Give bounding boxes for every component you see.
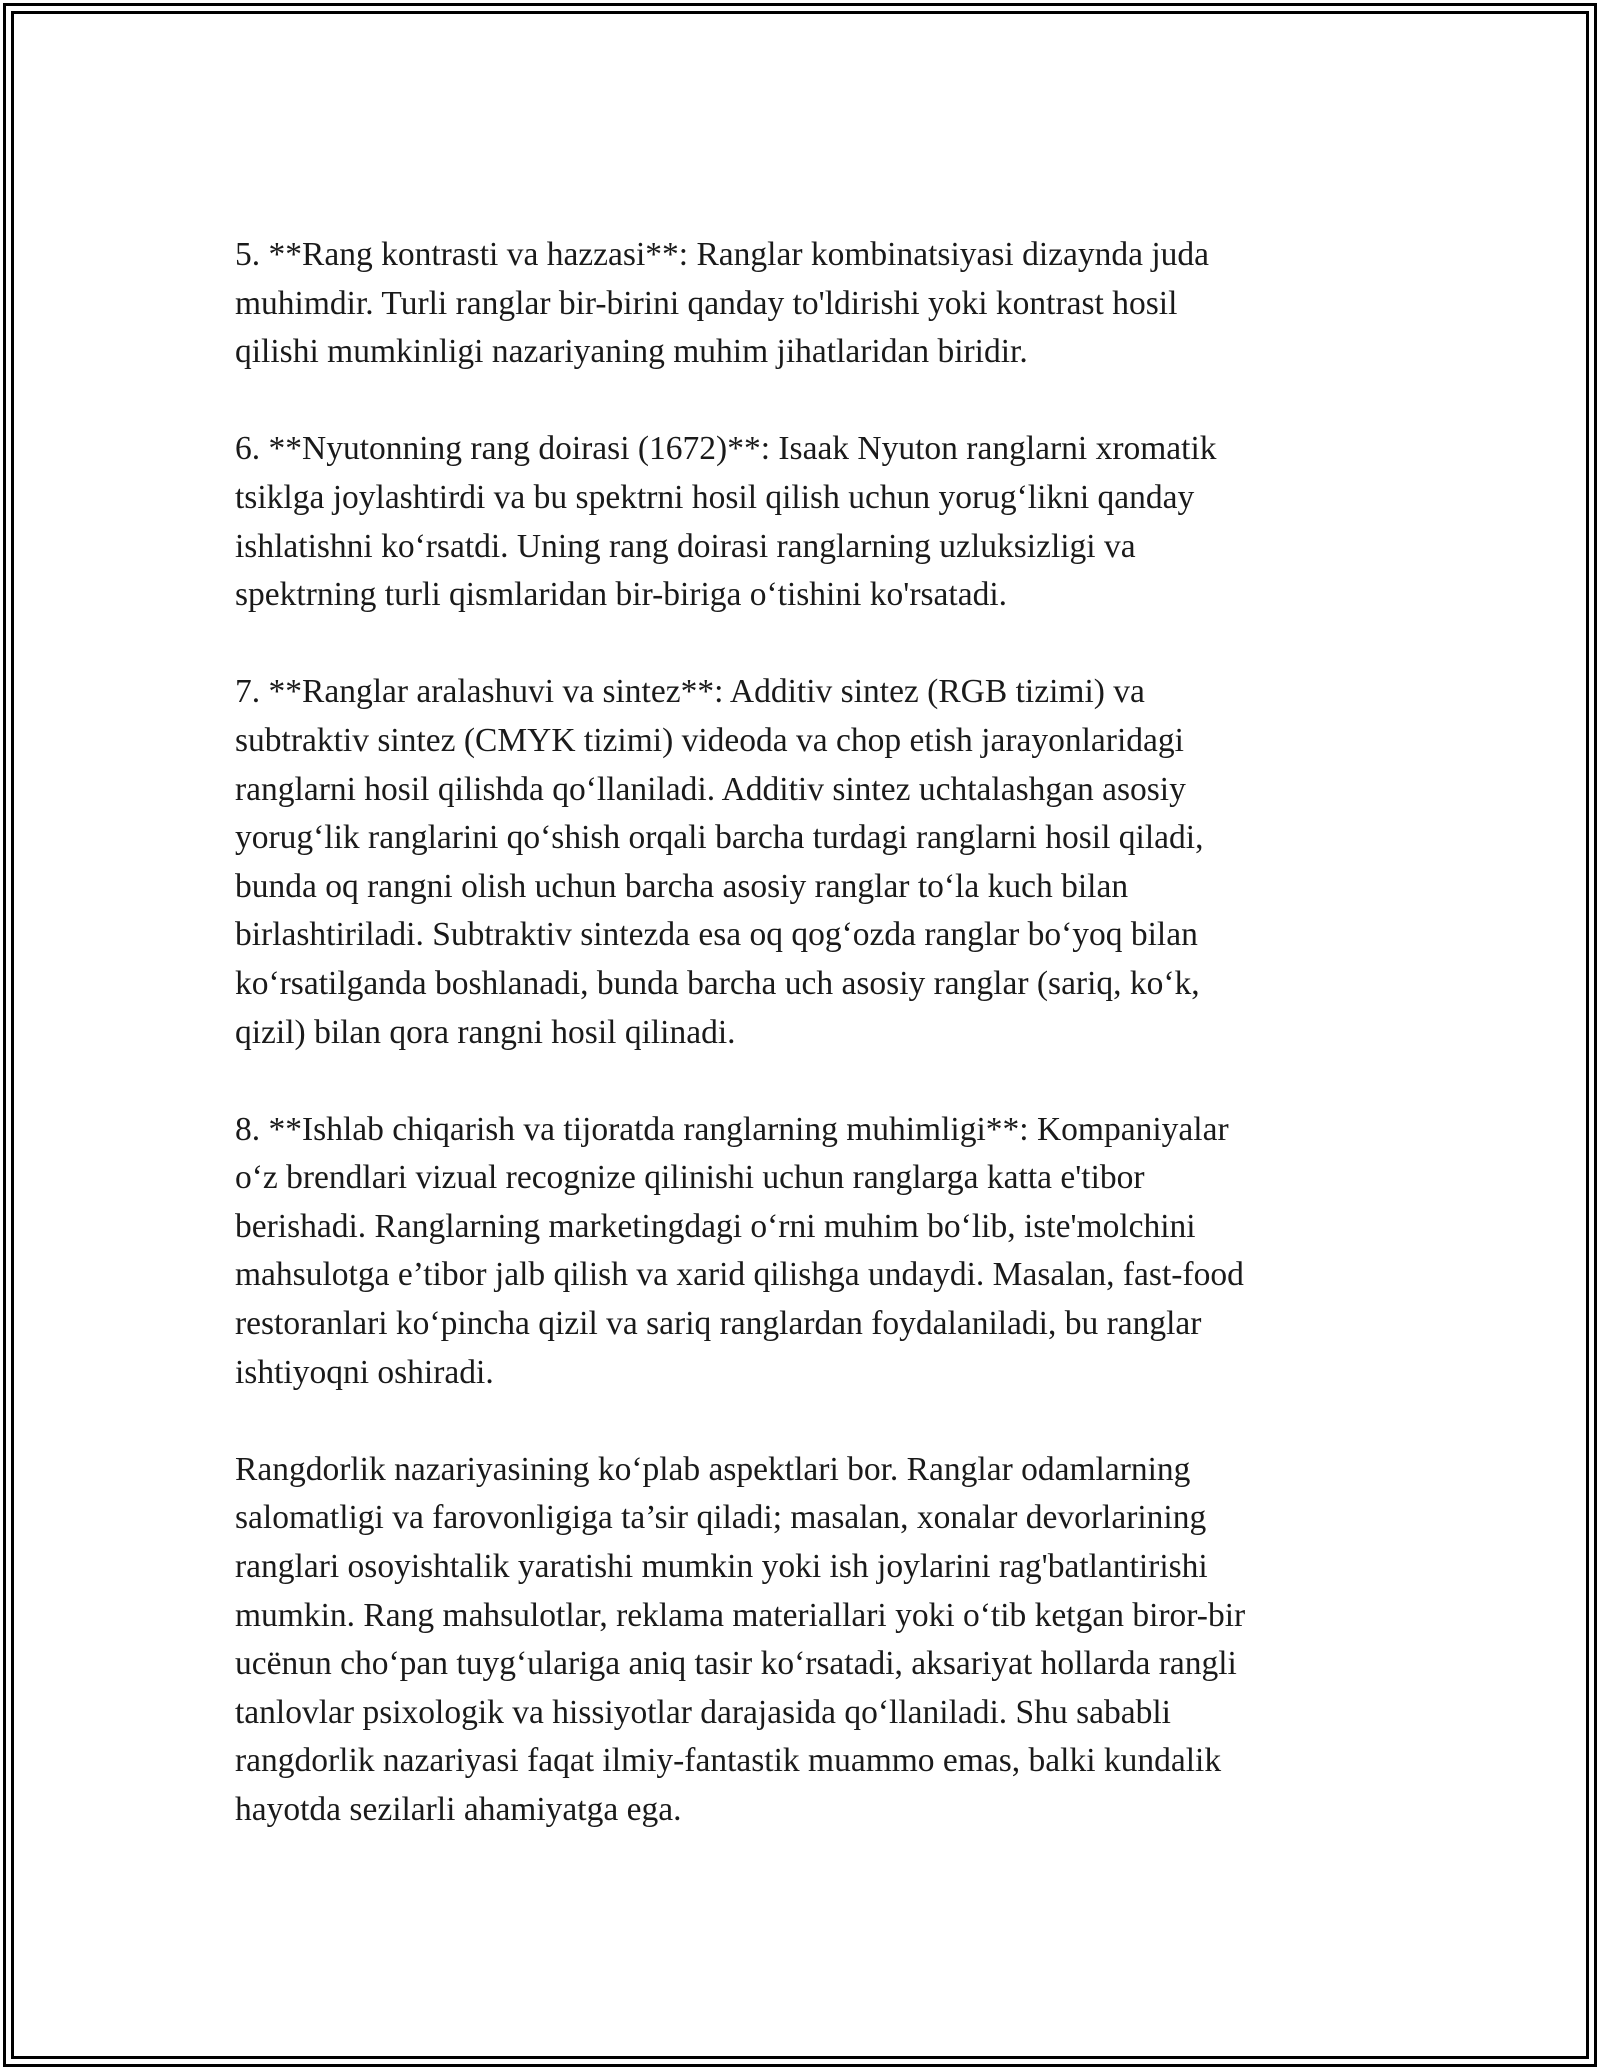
paragraph-item-8: 8. **Ishlab chiqarish va tijoratda ranglarning muhimligi**: Kompaniyalar o‘z brendlari vizual recognize qilinishi uchun ranglarga katta e'tibor berishadi. Ranglarning marketingdagi o‘rni muhim bo‘lib, iste'molchini mahsulotga e’tibor jalb qilish va xarid qilishga undaydi. Masalan, fast-food restoranlari ko‘pincha qizil va sariq ranglardan foydalaniladi, bu ranglar ishtiyoqni oshiradi. (235, 1110, 1244, 1391)
paragraph-item-6: 6. **Nyutonning rang doirasi (1672)**: Isaak Nyuton ranglarni xromatik tsiklga joylashtirdi va bu spektrni hosil qilish uchun yorug‘likni qanday ishlatishni ko‘rsatdi. Uning rang doirasi ranglarning uzluksizligi va spektrning turli qismlaridan bir-biriga o‘tishini ko'rsatadi. (235, 430, 1217, 614)
paragraph-item-7: 7. **Ranglar aralashuvi va sintez**: Additiv sintez (RGB tizimi) va subtraktiv sintez (CMYK tizimi) videoda va chop etish jarayonlaridagi ranglarni hosil qilishda qo‘llaniladi. Additiv sintez uchtalashgan asosiy yorug‘lik ranglarini qo‘shish orqali barcha turdagi ranglarni hosil qiladi, bunda oq rangni olish uchun barcha asosiy ranglar to‘la kuch bilan birlashtiriladi. Subtraktiv sintezda esa oq qog‘ozda ranglar bo‘yoq bilan ko‘rsatilganda boshlanadi, bunda barcha uch asosiy ranglar (sariq, ko‘k, qizil) bilan qora rangni hosil qilinadi. (235, 673, 1204, 1051)
paragraph-conclusion: Rangdorlik nazariyasining ko‘plab aspektlari bor. Ranglar odamlarning salomatligi va farovonligiga ta’sir qiladi; masalan, xonalar devorlarining ranglari osoyishtalik yaratishi mumkin yoki ish joylarini rag'batlantirishi mumkin. Rang mahsulotlar, reklama materiallari yoki o‘tib ketgan biror-bir ucënun cho‘pan tuyg‘ulariga aniq tasir ko‘rsatadi, aksariyat hollarda rangli tanlovlar psixologik va hissiyotlar darajasida qo‘llaniladi. Shu sababli rangdorlik nazariyasi faqat ilmiy-fantastik muammo emas, balki kundalik hayotda sezilarli ahamiyatga ega. (235, 1450, 1246, 1828)
document-body (235, 231, 1365, 1883)
paragraph-item-5: 5. **Rang kontrasti va hazzasi**: Ranglar kombinatsiyasi dizaynda juda muhimdir. Turli ranglar bir-birini qanday to'ldirishi yoki kontrast hosil qilishi mumkinligi nazariyaning muhim jihatlaridan biridir. (235, 236, 1210, 371)
